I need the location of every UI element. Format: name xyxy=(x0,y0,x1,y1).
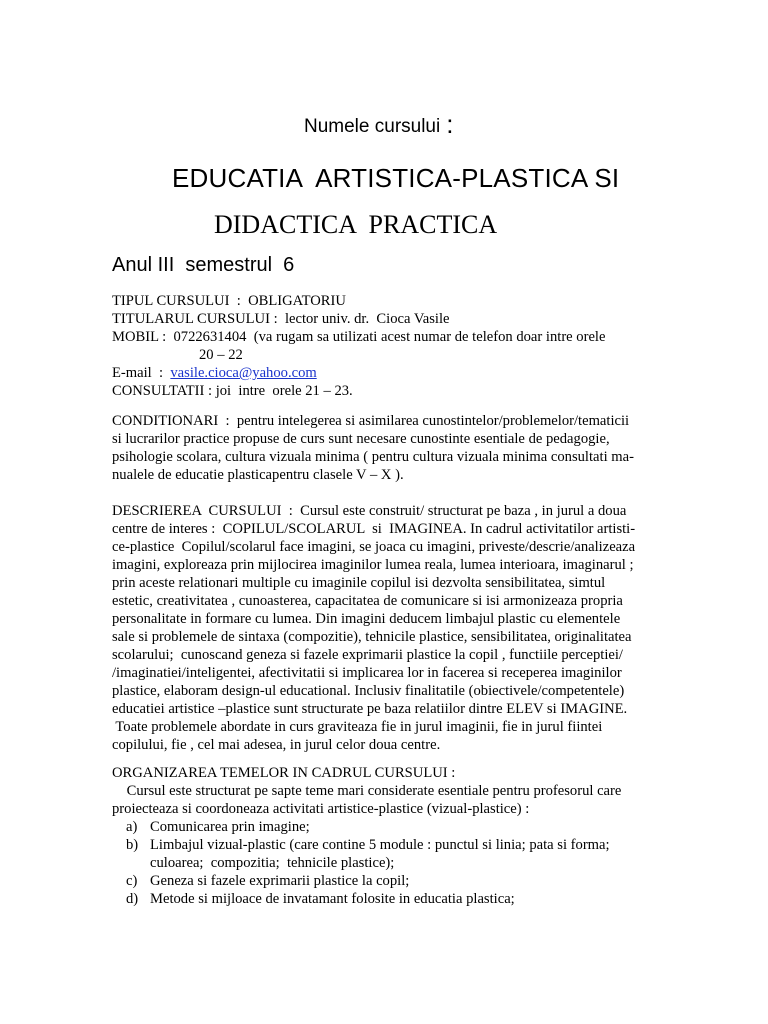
organization-section xyxy=(112,764,672,908)
conditions-paragraph xyxy=(112,412,672,484)
paragraph-line: scolarului; cunoscand geneza si fazele exprimarii plastice la copil , functiile perceptiei/ xyxy=(112,647,623,663)
paragraph-line: si lucrarilor practice propuse de curs sunt necesare cunostinte esentiale de pedagogie, xyxy=(112,431,610,447)
paragraph-line: sale si problemele de sintaxa (compozitie), tehnicile plastice, sensibilitatea, originalitatea xyxy=(112,629,632,645)
list-item-text: Comunicarea prin imagine; xyxy=(150,819,310,835)
paragraph-line: CONDITIONARI : pentru intelegerea si asimilarea cunostintelor/problemelor/tematicii xyxy=(112,413,630,429)
list-item-text: Metode si mijloace de invatamant folosite in educatia plastica; xyxy=(150,891,515,907)
list-marker: c) xyxy=(126,873,138,889)
email-label: E-mail : xyxy=(112,365,171,381)
mobile-hours: 20 – 22 xyxy=(199,347,243,363)
paragraph-line: proiecteaza si coordoneaza activitati artistice-plastice (vizual-plastice) : xyxy=(112,801,530,817)
paragraph-line: imagini, exploreaza prin mijlocirea imaginilor lumea reala, lumea interioara, imaginarul ; xyxy=(112,557,634,573)
list-item-text: Geneza si fazele exprimarii plastice la copil; xyxy=(150,873,410,889)
description-paragraph xyxy=(112,502,672,754)
paragraph-line: Toate problemele abordate in curs graviteaza fie in jurul imaginii, fie in jurul fiintei xyxy=(112,719,603,735)
paragraph-line: ce-plastice Copilul/scolarul face imagini, se joaca cu imagini, priveste/descrie/analizeaza xyxy=(112,539,636,555)
paragraph-line: personalitate in formare cu lumea. Din imagini deducem limbajul plastic cu elementele xyxy=(112,611,621,627)
course-name-colon: : xyxy=(446,109,454,139)
course-info-block xyxy=(112,292,672,400)
email-link[interactable]: vasile.cioca@yahoo.com xyxy=(170,365,317,381)
paragraph-line: estetic, creativitatea , cunoasterea, capacitatea de comunicare si isi armonizeaza propria xyxy=(112,593,623,609)
paragraph-line: copilului, fie , cel mai adesea, in jurul celor doua centre. xyxy=(112,737,441,753)
paragraph-line: DESCRIEREA CURSULUI : Cursul este construit/ structurat pe baza , in jurul a doua xyxy=(112,503,627,519)
list-item-text: culoarea; compozitia; tehnicile plastice); xyxy=(150,855,395,871)
course-title-line-2: DIDACTICA PRACTICA xyxy=(214,210,498,239)
course-name-label xyxy=(304,108,453,139)
course-titular-line: TITULARUL CURSULUI : lector univ. dr. Cioca Vasile xyxy=(112,311,450,327)
paragraph-line: /imaginatiei/inteligentei, afectivitatii si implicarea lor in facerea si receperea imaginilor xyxy=(112,665,622,681)
mobile-line: MOBIL : 0722631404 (va rugam sa utilizati acest numar de telefon doar intre orele xyxy=(112,329,606,345)
course-type-line: TIPUL CURSULUI : OBLIGATORIU xyxy=(112,293,346,309)
list-marker: a) xyxy=(126,819,138,835)
paragraph-line: educatiei artistice –plastice sunt structurate pe baza relatiilor dintre ELEV si IMAGINE. xyxy=(112,701,628,717)
email-line xyxy=(112,364,672,382)
list-marker: b) xyxy=(126,837,139,853)
paragraph-line: plastice, elaboram design-ul educational. Inclusiv finalitatile (obiectivele/competentele) xyxy=(112,683,625,699)
list-item xyxy=(112,818,672,836)
list-item xyxy=(112,890,672,908)
list-item xyxy=(112,836,672,854)
course-title-line-1: EDUCATIA ARTISTICA-PLASTICA SI xyxy=(172,163,620,193)
paragraph-line: nualele de educatie plasticapentru clasele V – X ). xyxy=(112,467,404,483)
paragraph-line: Cursul este structurat pe sapte teme mari considerate esentiale pentru profesorul care xyxy=(112,783,622,799)
organization-heading: ORGANIZAREA TEMELOR IN CADRUL CURSULUI : xyxy=(112,765,456,781)
year-semester: Anul III semestrul 6 xyxy=(112,254,295,276)
list-item-continuation xyxy=(112,854,672,872)
paragraph-line: centre de interes : COPILUL/SCOLARUL si IMAGINEA. In cadrul activitatilor artisti- xyxy=(112,521,636,537)
paragraph-line: prin aceste relationari multiple cu imaginile copilul isi dezvolta sensibilitatea, simtul xyxy=(112,575,606,591)
list-item-text: Limbajul vizual-plastic (care contine 5 module : punctul si linia; pata si forma; xyxy=(150,837,610,853)
consultation-line: CONSULTATII : joi intre orele 21 – 23. xyxy=(112,383,353,399)
list-item xyxy=(112,872,672,890)
paragraph-line: psihologie scolara, cultura vizuala minima ( pentru cultura vizuala minima consultati ma- xyxy=(112,449,634,465)
course-name-text: Numele cursului xyxy=(304,116,441,137)
list-marker: d) xyxy=(126,891,139,907)
topic-list xyxy=(112,818,672,908)
